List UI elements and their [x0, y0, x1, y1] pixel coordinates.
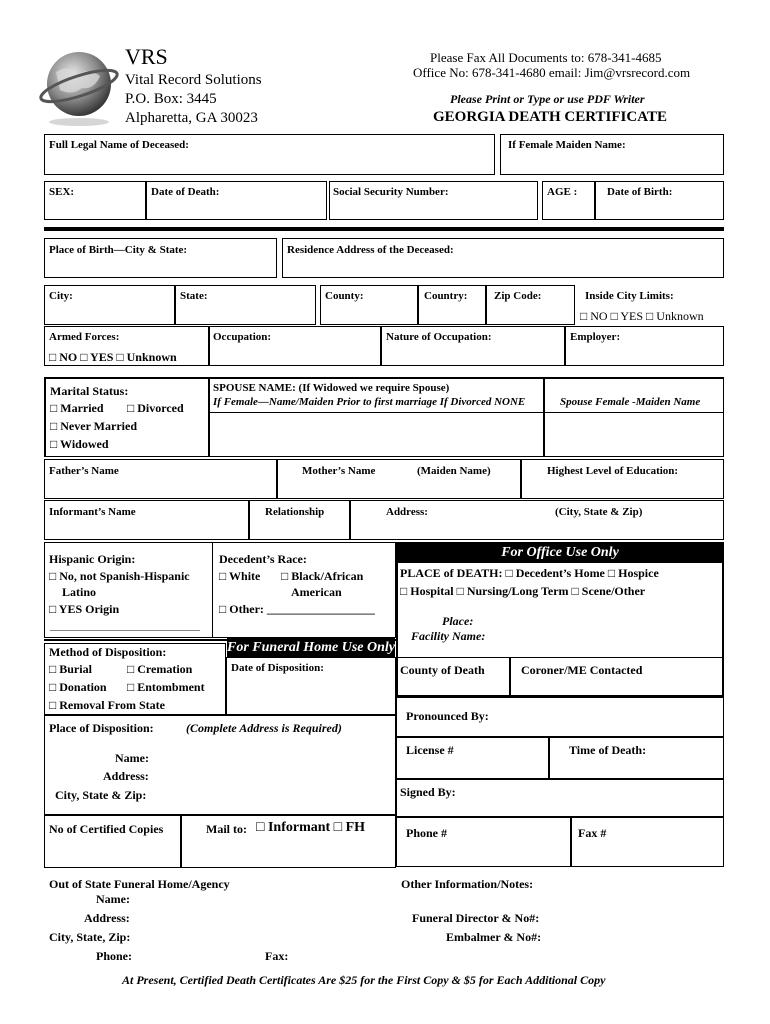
mail-to-options[interactable]: □ Informant □ FH [256, 820, 366, 835]
out-of-state-phone: Phone: [96, 949, 132, 963]
company-name: Vital Record Solutions [125, 72, 262, 88]
county-label: County: [325, 290, 364, 302]
inside-city-label: Inside City Limits: [585, 290, 674, 302]
date-of-death-label: Date of Death: [151, 186, 220, 198]
print-note: Please Print or Type or use PDF Writer [450, 92, 645, 106]
education-label: Highest Level of Education: [547, 465, 679, 477]
marital-widowed[interactable]: □ Widowed [50, 437, 109, 451]
dob-label: Date of Birth: [607, 186, 673, 198]
license-label: License # [406, 743, 454, 757]
armed-forces-options[interactable]: □ NO □ YES □ Unknown [49, 350, 177, 364]
disposition-method-label: Method of Disposition: [49, 645, 167, 659]
zip-label: Zip Code: [494, 290, 542, 302]
hispanic-no[interactable]: □ No, not Spanish-Hispanic [49, 569, 190, 583]
armed-forces-label: Armed Forces: [49, 331, 120, 343]
out-of-state-address: Address: [84, 911, 130, 925]
out-of-state-fax: Fax: [265, 949, 289, 963]
place-disposition-label: Place of Disposition: [49, 721, 154, 735]
certified-copies-label: No of Certified Copies [49, 822, 164, 836]
place-of-death-line2[interactable]: □ Hospital □ Nursing/Long Term □ Scene/Other [400, 584, 646, 598]
race-label: Decedent’s Race: [219, 552, 307, 566]
race-black-american: American [291, 585, 342, 599]
hispanic-yes[interactable]: □ YES Origin [49, 602, 120, 616]
race-other[interactable]: □ Other: __________________ [219, 602, 375, 616]
disposition-date-label: Date of Disposition: [231, 662, 324, 674]
mother-name-label: Mother’s Name [302, 465, 376, 477]
employer-label: Employer: [570, 331, 621, 343]
residence-label: Residence Address of the Deceased: [287, 244, 454, 256]
place-of-birth-label: Place of Birth—City & State: [49, 244, 188, 256]
inside-city-options[interactable]: □ NO □ YES □ Unknown [580, 309, 704, 323]
coroner-label: Coroner/ME Contacted [521, 663, 643, 677]
hispanic-no-latino: Latino [62, 585, 97, 599]
informant-address-label: Address: [386, 506, 428, 518]
funeral-home-banner: For Funeral Home Use Only [227, 640, 396, 655]
section-divider [44, 227, 724, 231]
disposition-donation[interactable]: □ Donation [49, 680, 107, 694]
time-of-death-label: Time of Death: [569, 743, 647, 757]
county-of-death-label: County of Death [400, 663, 485, 677]
disposition-burial[interactable]: □ Burial [49, 662, 92, 676]
disposition-removal[interactable]: □ Removal From State [49, 698, 165, 712]
mother-maiden-label: (Maiden Name) [417, 465, 491, 477]
place-label: Place: [442, 614, 474, 628]
sex-label: SEX: [49, 186, 75, 198]
spouse-name-label: SPOUSE NAME: (If Widowed we require Spouse) [213, 382, 450, 394]
state-label: State: [180, 290, 208, 302]
out-of-state-name: Name: [96, 892, 130, 906]
vrs-logo-globe [38, 46, 120, 128]
age-label: AGE : [547, 186, 578, 198]
office-phone-field[interactable] [396, 817, 571, 867]
place-of-death-line1[interactable]: PLACE of DEATH: □ Decedent’s Home □ Hospice [400, 566, 659, 580]
fax-instructions: Please Fax All Documents to: 678-341-4685 [430, 50, 662, 65]
form-title: GEORGIA DEATH CERTIFICATE [433, 109, 667, 125]
disposition-cremation[interactable]: □ Cremation [127, 662, 193, 676]
informant-csz-label: (City, State & Zip) [555, 506, 643, 518]
hispanic-divider [50, 630, 200, 631]
country-label: Country: [424, 290, 468, 302]
signed-by-label: Signed By: [400, 785, 456, 799]
ssn-label: Social Security Number: [333, 186, 449, 198]
company-city: Alpharetta, GA 30023 [125, 110, 258, 126]
mail-to-label: Mail to: [206, 822, 247, 836]
disposition-address-label: Address: [103, 769, 149, 783]
facility-name-label: Facility Name: [411, 629, 486, 643]
spouse-maiden-field[interactable] [544, 377, 724, 457]
marital-married[interactable]: □ Married [50, 401, 104, 415]
office-contact: Office No: 678-341-4680 email: Jim@vrsrecord.com [413, 65, 691, 80]
nature-occupation-label: Nature of Occupation: [386, 331, 492, 343]
out-of-state-label: Out of State Funeral Home/Agency [49, 877, 230, 891]
occupation-label: Occupation: [213, 331, 272, 343]
pronounced-by-label: Pronounced By: [406, 709, 489, 723]
complete-address-note: (Complete Address is Required) [186, 721, 342, 735]
maiden-name-label: If Female Maiden Name: [508, 139, 626, 151]
marital-divorced[interactable]: □ Divorced [127, 401, 184, 415]
disposition-entombment[interactable]: □ Entombment [127, 680, 205, 694]
funeral-director-label: Funeral Director & No#: [412, 911, 540, 925]
hispanic-origin-label: Hispanic Origin: [49, 552, 136, 566]
full-name-label: Full Legal Name of Deceased: [49, 139, 189, 151]
disposition-name-label: Name: [115, 751, 149, 765]
marital-status-label: Marital Status: [50, 384, 129, 398]
company-po-box: P.O. Box: 3445 [125, 91, 217, 107]
footer-fee-note: At Present, Certified Death Certificates Are $25 for the First Copy & $5 for Each Additional Copy [122, 973, 606, 987]
other-info-label: Other Information/Notes: [401, 877, 534, 891]
logo-title: VRS [125, 44, 168, 69]
office-fax-field[interactable] [571, 817, 724, 867]
office-phone-label: Phone # [406, 826, 448, 840]
office-fax-label: Fax # [578, 826, 607, 840]
city-label: City: [49, 290, 73, 302]
embalmer-label: Embalmer & No#: [446, 930, 542, 944]
race-white[interactable]: □ White [219, 569, 261, 583]
race-black[interactable]: □ Black/African [281, 569, 364, 583]
disposition-csz-label: City, State & Zip: [55, 788, 147, 802]
out-of-state-csz: City, State, Zip: [49, 930, 131, 944]
relationship-label: Relationship [265, 506, 325, 518]
office-use-banner: For Office Use Only [397, 543, 723, 563]
spouse-maiden-label: Spouse Female -Maiden Name [560, 396, 701, 408]
father-name-label: Father’s Name [49, 465, 119, 477]
spouse-female-note: If Female—Name/Maiden Prior to first marriage If Divorced NONE [213, 396, 526, 408]
informant-name-label: Informant’s Name [49, 506, 136, 518]
marital-never-married[interactable]: □ Never Married [50, 419, 137, 433]
